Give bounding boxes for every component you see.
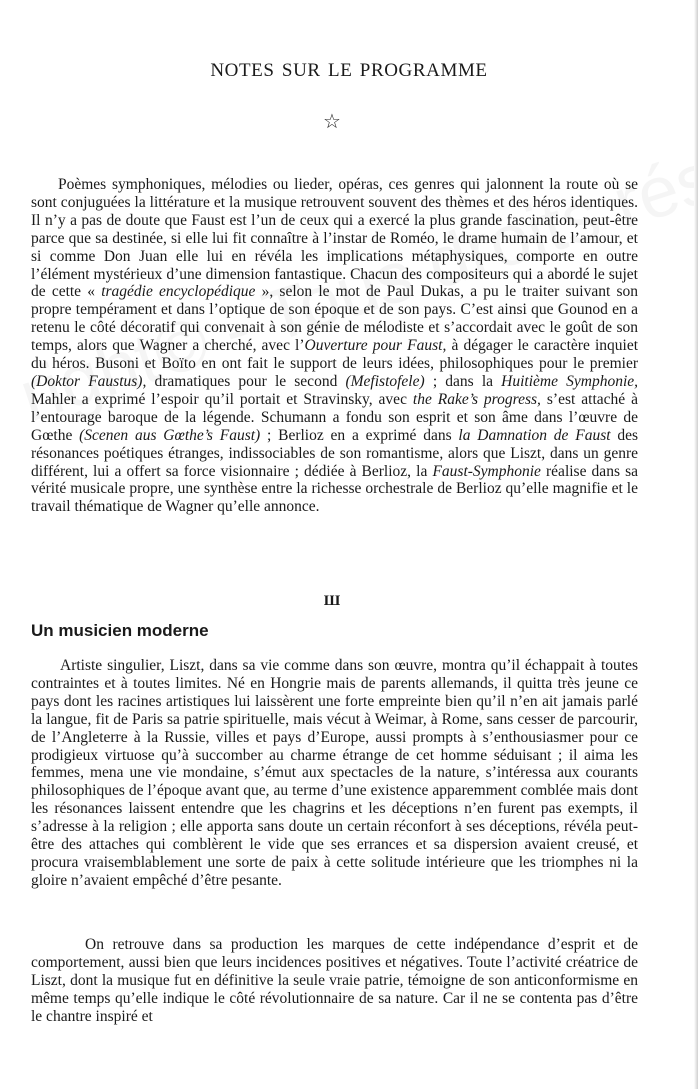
italic-title-run: (Mefistofele) (345, 372, 425, 390)
italic-title-run: the Rake’s progress, (412, 390, 541, 408)
italic-title-run: la Damnation de Faust (458, 426, 611, 444)
text-run: dramatiques pour le second (146, 372, 346, 390)
italic-title-run: Ouverture pour Faust, (304, 337, 447, 355)
text-run: ; Berlioz en a exprimé dans (260, 426, 459, 444)
italic-title-run: tragédie encyclopédique (101, 283, 256, 301)
text-run: à dégager le caractère inquiet du héros. Busoni et Boïto en ont fait le support de leurs idées, philosophiques pour le premier (31, 337, 639, 373)
intro-paragraph (31, 176, 638, 516)
text-run: des résonances poétiques étranges, indissociables de son romantisme, alors que Liszt, dans un genre différent, lui a offert sa force visionnaire ; dédiée à Berlioz, la (31, 426, 638, 480)
text-run: s’est attaché à l’entourage baroque de la légende. Schumann a fondu son esprit et son âme dans l’œuvre de Gœthe (31, 390, 638, 444)
text-run: Poèmes symphoniques, mélodies ou lieder, opéras, ces genres qui jalonnent la route où se sont conjuguées la littérature et la musique retrouvent souvent des thèmes et des héros identiques. Il n’y a pas de doute que Faust est l’un de ceux qui a exercé la plus grande fascination, peut-être parce que sa destinée, si elle lui fit connaître à l’instar de Roméo, le drame humain de l’amour, et si comme Don Juan elle lui en révéla les implications métaphysiques, comporte en outre l’élément mystérieux d’une dimension fantastique. Chacun des compositeurs qui a abordé le sujet de cette « (31, 176, 638, 301)
page-title: NOTES SUR LE PROGRAMME (210, 60, 488, 81)
italic-title-run: Huitième Symphonie, (501, 372, 639, 390)
text-run: Mahler a exprimé l’espoir qu’il portait et Stravinsky, avec (31, 390, 413, 408)
body-paragraph: On retrouve dans sa production les marques de cette indépendance d’esprit et de comportement, aussi bien que leurs incidences positives et négatives. Toute l’activité créatrice de Liszt, dont la musique fut en définitive la seule vraie patrie, témoigne de son anticonformisme en même temps qu’elle indique le côté révolutionnaire de sa nature. Car il ne se contenta pas d’être le chantre inspiré et (31, 936, 638, 1025)
body-paragraph: Artiste singulier, Liszt, dans sa vie comme dans son œuvre, montra qu’il échappait à toutes contraintes et à toutes limites. Né en Hongrie mais de parents allemands, il quitta très jeune ce pays dont les racines artistiques lui laissèrent une forte empreinte bien qu’il n’en ait jamais parlé la langue, fit de Paris sa patrie spirituelle, mais vécut à Weimar, à Rome, sans cesser de parcourir, de l’Angleterre à la Russie, villes et pays d’Europe, aussi prompts à s’enthousiasmer pour ce prodigieux virtuose qu’à succomber au charme étrange de cet homme séduisant ; il aima les femmes, mena une vie mondaine, s’émut aux spectacles de la nature, s’intéressa aux courants philosophiques de l’époque avant que, au terme d’une existence apparemment comblée mais dont les résonances laissent entendre que les chagrins et les déceptions n’en furent pas exempts, il s’adresse à la religion ; elle apporta sans doute un certain réconfort à ses déceptions, révéla peut-être des attaches qui comblèrent le vide que ses errances et sa dispersion avaient creusé, et procura vraisemblablement une sorte de paix à cette solitude intérieure que les triomphes ni la gloire n’avaient empêché d’être pesante. (31, 657, 638, 889)
page-edge-shadow (694, 0, 698, 1089)
text-run: ; dans la (424, 372, 502, 390)
text-run: », selon le mot de Paul Dukas, a pu le traiter suivant son propre tempérament et dans l’optique de son époque et de son pays. C’est ainsi que Gounod en a retenu le côté décoratif qui convenait à son génie de mélodiste et s’accordait avec le goût de son temps, alors que Wagner a cherché, avec l’ (31, 283, 638, 355)
section-heading: Un musicien moderne (31, 621, 209, 640)
section-ornament-icon: Ш (323, 593, 341, 609)
italic-title-run: (Doktor Faustus), (31, 372, 147, 390)
italic-title-run: Faust-Symphonie (432, 462, 541, 480)
text-run: réalise dans sa vérité musicale propre, une synthèse entre la richesse orchestrale de Berlioz qu’elle magnifie et le travail thématique de Wagner qu’elle annonce. (31, 462, 638, 516)
italic-title-run: (Scenen aus Gœthe’s Faust) (79, 426, 261, 444)
star-ornament-icon: ☆ (323, 111, 341, 133)
